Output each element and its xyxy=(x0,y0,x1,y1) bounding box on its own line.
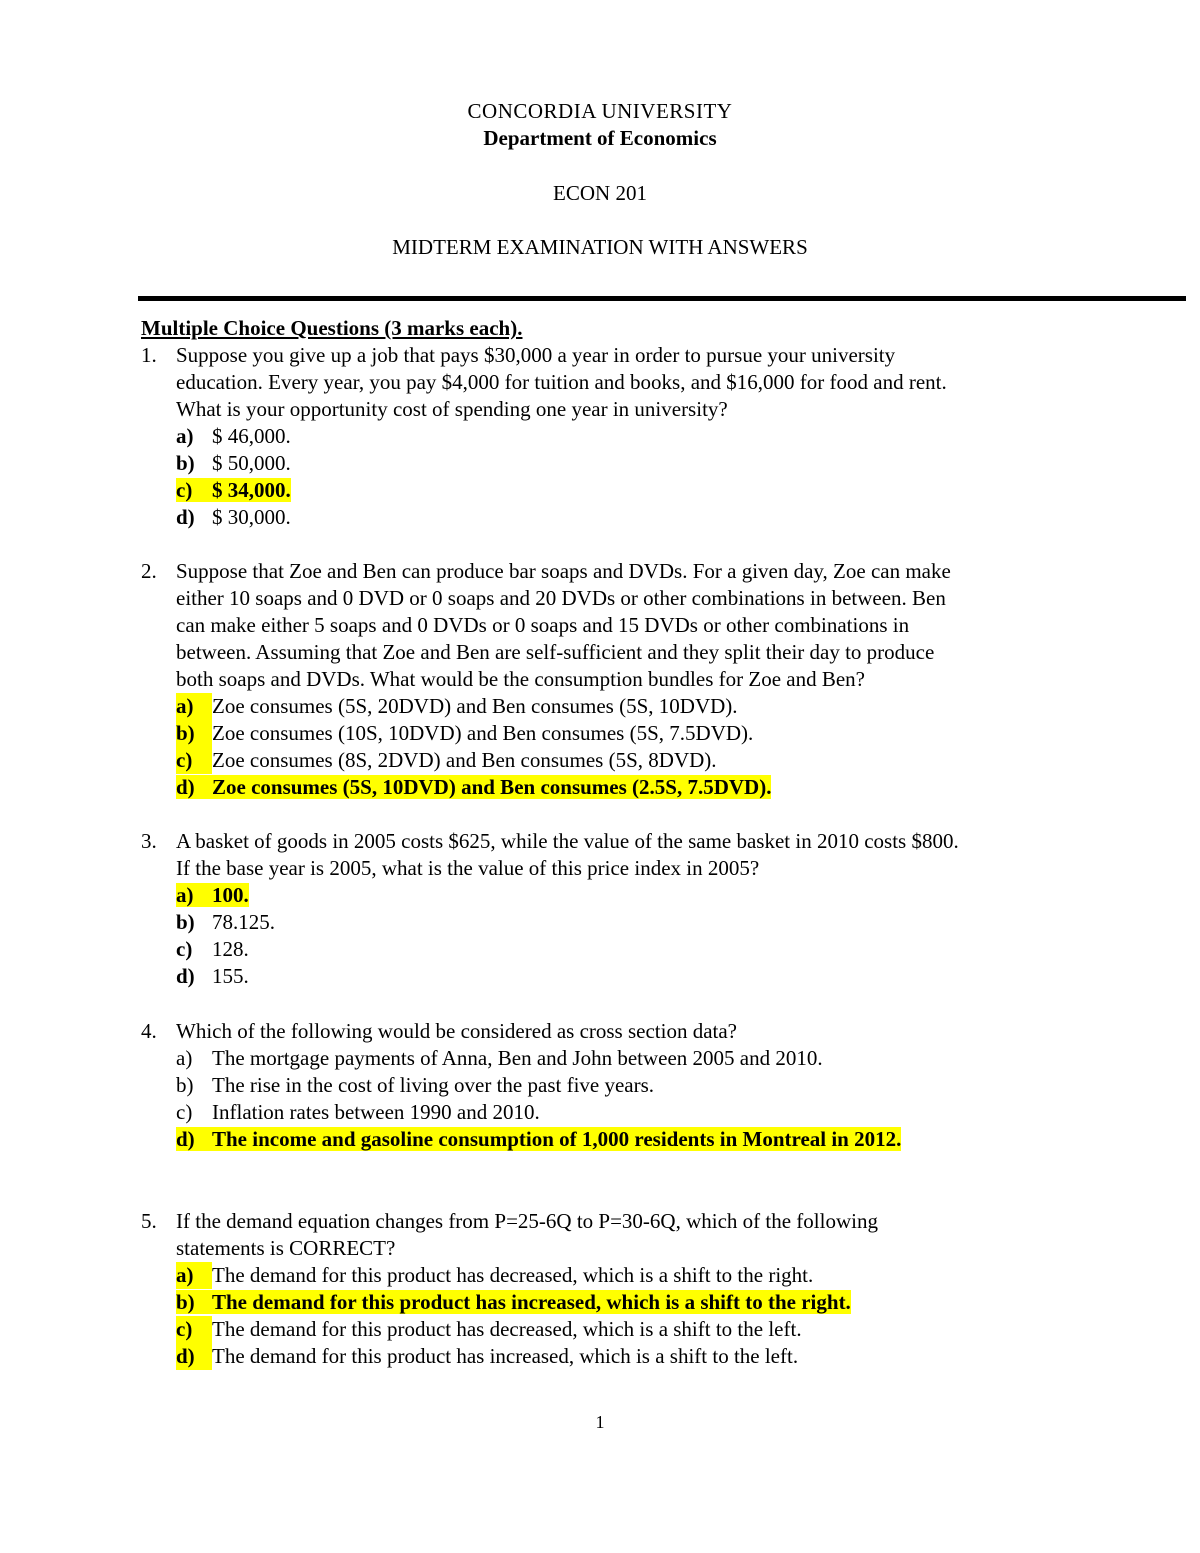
question-3 xyxy=(141,828,1101,990)
option-b-correct: b) The demand for this product has increased, which is a shift to the right. xyxy=(176,1290,851,1314)
course-code: ECON 201 xyxy=(553,181,647,205)
option-d: d) 155. xyxy=(176,964,249,988)
option-c: c) The demand for this product has decreased, which is a shift to the left. xyxy=(176,1317,802,1341)
department-name: Department of Economics xyxy=(483,126,717,150)
option-d-correct: d) The income and gasoline consumption of 1,000 residents in Montreal in 2012. xyxy=(176,1127,902,1151)
question-2 xyxy=(141,558,1101,801)
question-stem: A basket of goods in 2005 costs $625, while the value of the same basket in 2010 costs $800. If the base year is 2005, what is the value of this price index in 2005? xyxy=(176,829,959,880)
question-number: 4. xyxy=(141,1019,157,1043)
question-stem: Suppose you give up a job that pays $30,000 a year in order to pursue your university education. Every year, you pay $4,000 for tuition and books, and $16,000 for food and rent. What is your opportunity cost of spending one year in university? xyxy=(176,343,947,421)
question-4 xyxy=(141,1018,1101,1153)
question-stem: Which of the following would be considered as cross section data? xyxy=(176,1019,738,1043)
option-c: c) 128. xyxy=(176,937,249,961)
question-number: 1. xyxy=(141,343,157,367)
exam-title: MIDTERM EXAMINATION WITH ANSWERS xyxy=(392,235,808,259)
option-b: b) $ 50,000. xyxy=(176,451,291,475)
page-number: 1 xyxy=(595,1412,605,1432)
option-a: a) $ 46,000. xyxy=(176,424,291,448)
question-5 xyxy=(141,1208,1101,1370)
option-a: a) The demand for this product has decreased, which is a shift to the right. xyxy=(176,1263,814,1287)
question-stem: Suppose that Zoe and Ben can produce bar soaps and DVDs. For a given day, Zoe can make either 10 soaps and 0 DVD or 0 soaps and 20 DVDs or other combinations in between. Ben can make either 5 soaps and 0 DVDs or 0 soaps and 15 DVDs or other combinations in between. Assuming that Zoe and Ben are self-sufficient and they split their day to produce both soaps and DVDs. What would be the consumption bundles for Zoe and Ben? xyxy=(176,559,951,691)
option-c-correct: c) $ 34,000. xyxy=(176,478,291,502)
option-c: c) Inflation rates between 1990 and 2010. xyxy=(176,1100,540,1124)
question-stem: If the demand equation changes from P=25-6Q to P=30-6Q, which of the following statements is CORRECT? xyxy=(176,1209,878,1260)
university-name: CONCORDIA UNIVERSITY xyxy=(467,99,733,123)
question-1 xyxy=(141,342,1101,531)
section-title: Multiple Choice Questions (3 marks each). xyxy=(141,316,523,340)
option-a: a) Zoe consumes (5S, 20DVD) and Ben consumes (5S, 10DVD). xyxy=(176,694,738,718)
question-number: 5. xyxy=(141,1209,157,1233)
header-divider xyxy=(138,296,1186,301)
option-b: b) Zoe consumes (10S, 10DVD) and Ben consumes (5S, 7.5DVD). xyxy=(176,721,754,745)
option-d: d) $ 30,000. xyxy=(176,505,291,529)
option-c: c) Zoe consumes (8S, 2DVD) and Ben consumes (5S, 8DVD). xyxy=(176,748,717,772)
option-b: b) 78.125. xyxy=(176,910,275,934)
question-number: 3. xyxy=(141,829,157,853)
option-b: b) The rise in the cost of living over the past five years. xyxy=(176,1073,655,1097)
question-number: 2. xyxy=(141,559,157,583)
option-d-correct: d) Zoe consumes (5S, 10DVD) and Ben consumes (2.5S, 7.5DVD). xyxy=(176,775,772,799)
option-a: a) The mortgage payments of Anna, Ben and John between 2005 and 2010. xyxy=(176,1046,823,1070)
option-a-correct: a) 100. xyxy=(176,883,249,907)
option-d: d) The demand for this product has increased, which is a shift to the left. xyxy=(176,1344,799,1368)
